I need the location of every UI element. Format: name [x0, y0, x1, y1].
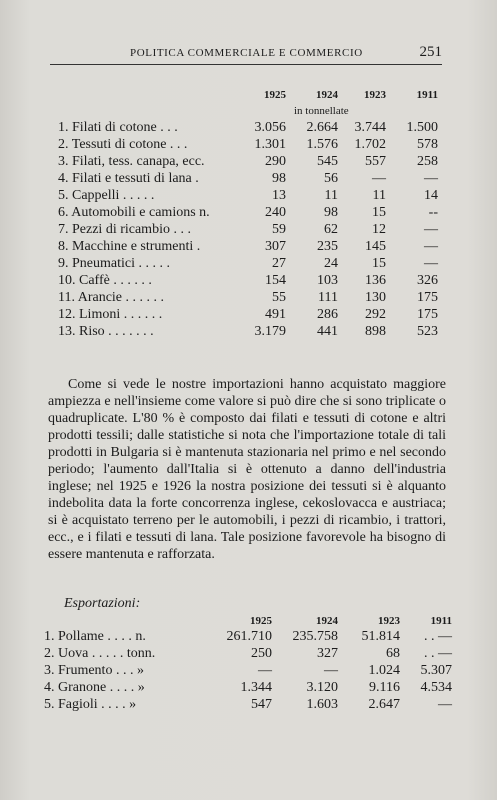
table-row: 9. Pneumatici . . . . . 27 24 15 — — [58, 255, 438, 271]
table-row: 12. Limoni . . . . . . 491 286 292 175 — [58, 306, 438, 322]
table-row: 10. Caffè . . . . . . 154 103 136 326 — [58, 272, 438, 288]
exports-section-title: Esportazioni: — [64, 596, 141, 611]
table-row: 2. Uova . . . . . tonn. 250 327 68 . . — — [44, 645, 452, 661]
imports-unit-row — [58, 102, 438, 119]
running-title: POLITICA COMMERCIALE E COMMERCIO — [130, 47, 363, 59]
table-row: 1. Filati di cotone . . . 3.056 2.664 3.744 1.500 — [58, 119, 438, 135]
table-row: 7. Pezzi di ricambio . . . 59 62 12 — — [58, 221, 438, 237]
table-row: 4. Granone . . . . » 1.344 3.120 9.116 4.534 — [44, 679, 452, 695]
col-1911: 1911 — [430, 615, 452, 627]
col-1925: 1925 — [250, 615, 272, 627]
table-row: 6. Automobili e camions n. 240 98 15 -- — [58, 204, 438, 220]
table-row: 1. Pollame . . . . n. 261.710 235.758 51.814 . . — — [44, 628, 452, 644]
exports-header-row — [44, 614, 452, 628]
table-row: 5. Fagioli . . . . » 547 1.603 2.647 — — [44, 696, 452, 712]
col-1911: 1911 — [416, 89, 438, 101]
exports-table — [44, 614, 452, 713]
table-row: 11. Arancie . . . . . . 55 111 130 175 — [58, 289, 438, 305]
page-header — [50, 44, 442, 65]
imports-header-row — [58, 88, 438, 102]
col-1924: 1924 — [316, 89, 338, 101]
body-paragraph: Come si vede le nostre importazioni hanno acquistato maggiore ampiezza e nell'insieme come valore si può dire che si sono triplicate o quadruplicate. L'80 % è composto dai filati e tessuti di cotone e altri prodotti tessili; dalle statistiche si nota che l'importazione totale di tali prodotti in Bulgaria si è mantenuta stazionaria nel primo e nel secondo periodo; l'aumento dall'Italia si è ottenuto a danno dell'industria inglese; nel 1925 e 1926 la nostra posizione dei tessuti si è alquanto indebolita data la forte concorrenza inglese, cekoslovacca e austriaca; si è acquistato terreno per le automobili, i pezzi di ricambio, i trattori, ecc., e i filati e tessuti di lana. Tale posizione favorevole ha bisogno di essere mantenuta e rafforzata. — [48, 377, 446, 562]
table-row: 4. Filati e tessuti di lana . 98 56 — — — [58, 170, 438, 186]
table-row: 3. Filati, tess. canapa, ecc. 290 545 557 258 — [58, 153, 438, 169]
table-row: 8. Macchine e strumenti . 307 235 145 — — [58, 238, 438, 254]
col-1925: 1925 — [264, 89, 286, 101]
page-number: 251 — [419, 44, 442, 60]
imports-table — [58, 88, 438, 340]
table-row: 3. Frumento . . . » — — 1.024 5.307 — [44, 662, 452, 678]
table-row: 2. Tessuti di cotone . . . 1.301 1.576 1.702 578 — [58, 136, 438, 152]
table-row: 13. Riso . . . . . . . 3.179 441 898 523 — [58, 323, 438, 339]
col-1923: 1923 — [364, 89, 386, 101]
table-row: 5. Cappelli . . . . . 13 11 11 14 — [58, 187, 438, 203]
col-1923: 1923 — [378, 615, 400, 627]
col-1924: 1924 — [316, 615, 338, 627]
unit-note: in tonnellate — [294, 104, 349, 117]
